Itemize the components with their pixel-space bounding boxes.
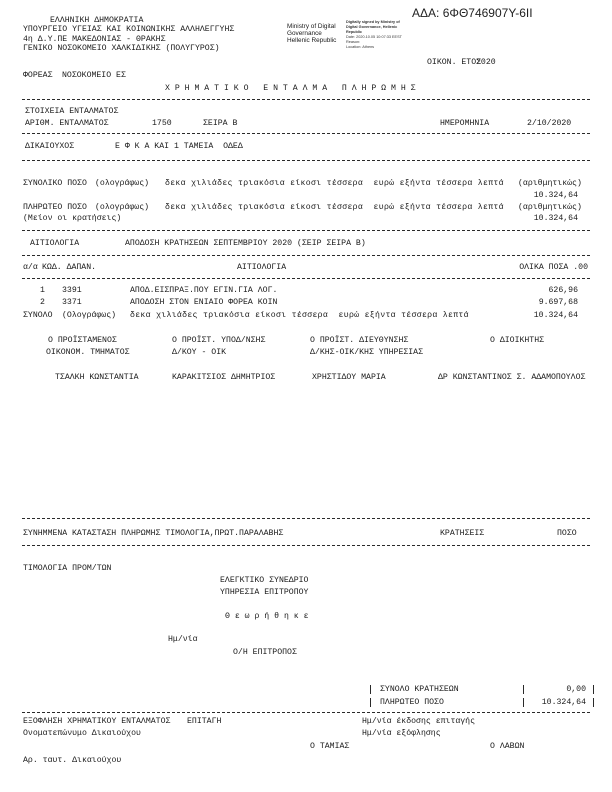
payable-amount-in-words: δεκα χιλιάδες τριακόσια είκοσι τέσσερα ευρώ εξήντα τέσσερα λεπτά bbox=[165, 203, 504, 212]
table-total-label: ΣΥΝΟΛΟ bbox=[23, 311, 53, 320]
signatory-title: Δ/ΚΗΣ-ΟΙΚ/ΚΗΣ ΥΠΗΡΕΣΙΑΣ bbox=[310, 348, 424, 357]
fiscal-year-value: 2020 bbox=[476, 58, 496, 67]
signature-detail-line: Reason: bbox=[346, 40, 361, 44]
beneficiary-name-label: Ονοματεπώνυμο Δικαιούχου bbox=[23, 729, 141, 738]
header-hospital: ΓΕΝΙΚΟ ΝΟΣΟΚΟΜΕΙΟ ΧΑΛΚΙΔΙΚΗΣ (ΠΟΛΥΓΥΡΟΣ) bbox=[23, 44, 220, 53]
table-header-description: ΑΙΤΙΟΛΟΓΙΑ bbox=[237, 263, 287, 272]
signatory-title: Ο ΔΙΟΙΚΗΤΗΣ bbox=[490, 336, 545, 345]
row-aa: 1 bbox=[40, 286, 45, 295]
row-code: 3371 bbox=[62, 298, 82, 307]
signature-detail-line: Location: Athens bbox=[346, 45, 375, 49]
invoices-label: ΤΙΜΟΛΟΓΙΑ ΠΡΟΜ/ΤΩΝ bbox=[23, 564, 112, 573]
beneficiary-id-label: Αρ. ταυτ. Δικαιούχου bbox=[23, 756, 122, 765]
header-region: 4η Δ.Υ.ΠΕ ΜΑΚΕΔΟΝΙΑΣ - ΘΡΑΚΗΣ bbox=[23, 35, 166, 44]
divider bbox=[22, 545, 590, 546]
table-header-amount: ΟΛΙΚΑ ΠΟΣΑ .00 bbox=[519, 263, 588, 272]
document-title: Χ Ρ Η Μ Α Τ Ι Κ Ο Ε Ν Τ Α Λ Μ Α Π Λ Η Ρ Ω Μ Η Σ bbox=[165, 84, 416, 93]
signature-org-line: Ministry of Digital bbox=[287, 23, 336, 30]
row-aa: 2 bbox=[40, 298, 45, 307]
signatory-title: Ο ΠΡΟΪΣΤ. ΔΙΕΥΘΥΝΣΗΣ bbox=[310, 336, 409, 345]
attachments-value: ΚΑΤΑΣΤΑΣΗ ΠΛΗΡΩΜΗΣ ΤΙΜΟΛΟΓΙΑ,ΠΡΩΤ.ΠΑΡΑΛΑΒΗΣ bbox=[72, 529, 284, 538]
row-description: ΑΠΟΔ.ΕΙΣΠΡΑΞ.ΠΟΥ ΕΓΙΝ.ΓΙΑ ΛΟΓ. bbox=[130, 286, 278, 295]
audit-approved: Θ ε ω ρ ή θ η κ ε bbox=[225, 612, 309, 621]
table-header-aa: α/α bbox=[23, 263, 38, 272]
audit-court: ΕΛΕΓΚΤΙΚΟ ΣΥΝΕΔΡΙΟ bbox=[220, 576, 309, 585]
cheque-label: ΕΠΙΤΑΓΗ bbox=[187, 717, 222, 726]
payable-amount-figures: 10.324,64 bbox=[533, 214, 578, 223]
signatory-name: ΚΑΡΑΚΙΤΣΙΟΣ ΔΗΜΗΤΡΙΟΣ bbox=[172, 373, 276, 382]
total-amount-figures: 10.324,64 bbox=[533, 191, 578, 200]
order-number: 1750 bbox=[152, 119, 172, 128]
header-ministry: ΥΠΟΥΡΓΕΙΟ ΥΓΕΙΑΣ ΚΑΙ ΚΟΙΝΩΝΙΚΗΣ ΑΛΛΗΛΕΓΓΥΗΣ bbox=[23, 25, 235, 34]
signatory-title: Ο ΠΡΟΪΣΤ. ΥΠΟΔ/ΝΣΗΣ bbox=[172, 336, 266, 345]
payable-amount-label: ΠΛΗΡΩΤΕΟ ΠΟΣΟ bbox=[23, 203, 87, 212]
signatory-title: ΟΙΚΟΝΟΜ. ΤΜΗΜΑΤΟΣ bbox=[46, 348, 130, 357]
cheque-date-label: Ημ/νία έκδοσης επιταγής bbox=[362, 717, 476, 726]
summary-withholdings-value: 0,00 bbox=[523, 685, 594, 694]
divider bbox=[22, 278, 590, 279]
in-figures-label: (αριθμητικώς) bbox=[518, 179, 582, 188]
signatory-title: Ο ΠΡΟΪΣΤΑΜΕΝΟΣ bbox=[48, 336, 117, 345]
divider bbox=[22, 255, 590, 256]
total-amount-in-words: δεκα χιλιάδες τριακόσια είκοσι τέσσερα ευρώ εξήντα τέσσερα λεπτά bbox=[165, 179, 504, 188]
audit-commissioner: Ο/Η ΕΠΙΤΡΟΠΟΣ bbox=[233, 648, 297, 657]
fiscal-year-label: ΟΙΚΟΝ. ΕΤΟΣ bbox=[427, 58, 482, 67]
audit-service: ΥΠΗΡΕΣΙΑ ΕΠΙΤΡΟΠΟΥ bbox=[220, 588, 309, 597]
table-header-code: ΚΩΔ. ΔΑΠΑΝ. bbox=[42, 263, 97, 272]
audit-date-label: Ημ/νία bbox=[168, 635, 198, 644]
order-number-label: ΑΡΙΘΜ. ΕΝΤΑΛΜΑΤΟΣ bbox=[25, 119, 109, 128]
divider bbox=[22, 230, 590, 231]
order-section-label: ΣΤΟΙΧΕΙΑ ΕΝΤΑΛΜΑΤΟΣ bbox=[25, 107, 119, 116]
row-amount: 9.697,68 bbox=[538, 298, 578, 307]
justification-label: ΑΙΤΙΟΛΟΓΙΑ bbox=[30, 239, 80, 248]
signature-detail-line: Republic bbox=[346, 30, 363, 34]
signatory-title: Δ/ΚΟΥ - ΟΙΚ bbox=[172, 348, 227, 357]
divider bbox=[22, 518, 590, 519]
entity-value: ΝΟΣΟΚΟΜΕΙΟ ΕΣ bbox=[62, 71, 126, 80]
total-amount-label: ΣΥΝΟΛΙΚΟ ΠΟΣΟ bbox=[23, 179, 87, 188]
row-description: ΑΠΟΔΟΣΗ ΣΤΟΝ ΕΝΙΑΙΟ ΦΟΡΕΑ ΚΟΙΝ bbox=[130, 298, 278, 307]
order-series: ΣΕΙΡΑ Β bbox=[203, 119, 238, 128]
row-amount: 626,96 bbox=[548, 286, 578, 295]
entity-label: ΦΟΡΕΑΣ bbox=[23, 71, 53, 80]
signatory-name: ΤΣΑΛΚΗ ΚΩΝΣΤΑΝΤΙΑ bbox=[55, 373, 139, 382]
justification-value: ΑΠΟΔΟΣΗ ΚΡΑΤΗΣΕΩΝ ΣΕΠΤΕΜΒΡΙΟΥ 2020 (ΣΕΙΡ ΣΕΙΡΑ Β) bbox=[125, 239, 366, 248]
signature-detail-line: Date: 2020.10.05 10:07:33 EEST bbox=[346, 35, 402, 39]
signatory-name: ΔΡ ΚΩΝΣΤΑΝΤΙΝΟΣ Σ. ΑΔΑΜΟΠΟΥΛΟΣ bbox=[438, 373, 586, 382]
table-total-in-words: δεκα χιλιάδες τριακόσια είκοσι τέσσερα ευρώ εξήντα τέσσερα λεπτά bbox=[130, 311, 469, 320]
attachments-withholdings-label: ΚΡΑΤΗΣΕΙΣ bbox=[440, 529, 485, 538]
summary-payable-row bbox=[370, 698, 594, 707]
row-code: 3391 bbox=[62, 286, 82, 295]
in-words-label: (ολογράφως) bbox=[95, 179, 150, 188]
signature-org-line: Governance bbox=[287, 30, 322, 37]
signature-detail-line: Digital Governance, Hellenic bbox=[346, 25, 398, 29]
table-total-amount: 10.324,64 bbox=[533, 311, 578, 320]
header-republic: ΕΛΛΗΝΙΚΗ ΔΗΜΟΚΡΑΤΙΑ bbox=[50, 16, 144, 25]
order-date: 2/10/2020 bbox=[527, 119, 572, 128]
summary-withholdings-row bbox=[370, 685, 594, 694]
beneficiary-value: Ε Φ Κ Α ΚΑΙ 1 ΤΑΜΕΙΑ ΟΔΕΔ bbox=[115, 142, 243, 151]
beneficiary-label: ΔΙΚΑΙΟΥΧΟΣ bbox=[25, 142, 75, 151]
divider bbox=[22, 99, 590, 100]
signature-org-line: Hellenic Republic bbox=[287, 37, 337, 44]
less-withholdings-label: (Μείον οι κρατήσεις) bbox=[23, 214, 122, 223]
summary-payable-label: ΠΛΗΡΩΤΕΟ ΠΟΣΟ bbox=[380, 698, 444, 707]
divider bbox=[22, 712, 590, 713]
order-date-label: ΗΜΕΡΟΜΗΝΙΑ bbox=[440, 119, 490, 128]
divider bbox=[22, 160, 590, 161]
signature-detail-line: Digitally signed by Ministry of bbox=[346, 20, 400, 24]
in-words-label: (ολογράφως) bbox=[95, 203, 150, 212]
summary-withholdings-label: ΣΥΝΟΛΟ ΚΡΑΤΗΣΕΩΝ bbox=[380, 685, 459, 694]
divider bbox=[22, 133, 590, 134]
attachments-label: ΣΥΝΗΜΜΕΝΑ bbox=[23, 529, 68, 538]
recipient-label: Ο ΛΑΒΩΝ bbox=[490, 742, 525, 751]
signatory-name: ΧΡΗΣΤΙΔΟΥ ΜΑΡΙΑ bbox=[312, 373, 386, 382]
settlement-title: ΕΞΟΦΛΗΣΗ ΧΡΗΜΑΤΙΚΟΥ ΕΝΤΑΛΜΑΤΟΣ bbox=[23, 717, 171, 726]
payment-date-label: Ημ/νία εξόφλησης bbox=[362, 729, 441, 738]
table-total-in-words-label: (Ολογράφως) bbox=[62, 311, 117, 320]
summary-payable-value: 10.324,64 bbox=[523, 698, 594, 707]
attachments-amount-label: ΠΟΣΟ bbox=[557, 529, 577, 538]
cashier-label: Ο ΤΑΜΙΑΣ bbox=[310, 742, 350, 751]
ada-code: ΑΔΑ: 6ΦΘ746907Υ-6ΙΙ bbox=[412, 6, 533, 20]
in-figures-label: (αριθμητικώς) bbox=[518, 203, 582, 212]
